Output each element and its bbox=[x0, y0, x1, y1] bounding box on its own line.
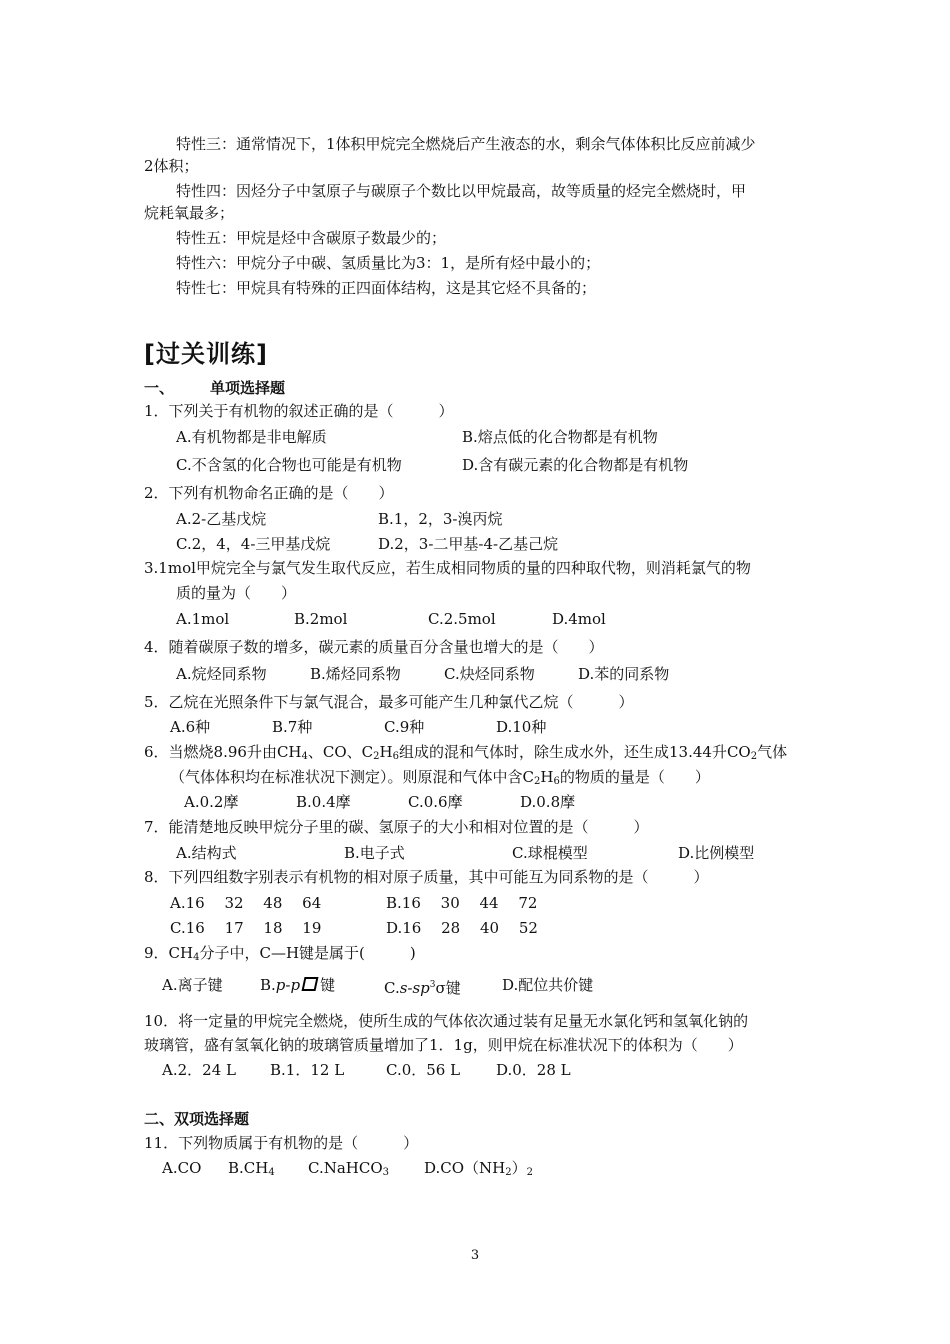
q4-stem: 4．随着碳原子数的增多，碳元素的质量百分含量也增大的是（ ） bbox=[144, 638, 604, 656]
q3-stem-line1: 3.1mol甲烷完全与氯气发生取代反应，若生成相同物质的量的四种取代物，则消耗氯气的物 bbox=[144, 559, 751, 577]
q8-option-a: A.16 32 48 64 bbox=[170, 894, 322, 912]
q1-stem: 1．下列关于有机物的叙述正确的是（ ） bbox=[144, 402, 454, 420]
property-3-line2: 2体积； bbox=[144, 157, 199, 175]
q1-option-c: C.不含氢的化合物也可能是有机物 bbox=[176, 456, 402, 474]
q9-option-c: $C.s-sp^3\sigma$键 bbox=[384, 979, 461, 997]
q9-option-a: A.离子键 bbox=[162, 976, 223, 994]
section2-title: 二、双项选择题 bbox=[144, 1110, 250, 1128]
property-4-line1: 特性四：因烃分子中氢原子与碳原子个数比以甲烷最高，故等质量的烃完全燃烧时，甲 bbox=[176, 182, 747, 200]
q3-option-d: D.4mol bbox=[552, 610, 606, 628]
q5-option-d: D.10种 bbox=[496, 718, 547, 736]
property-3-line1: 特性三：通常情况下，1体积甲烷完全燃烧后产生液态的水，剩余气体体积比反应前减少 bbox=[176, 135, 756, 153]
q7-option-a: A.结构式 bbox=[176, 844, 237, 862]
q3-option-b: B.2mol bbox=[294, 610, 348, 628]
q8-option-d: D.16 28 40 52 bbox=[386, 919, 538, 937]
q6-stem-line1: 6．当燃烧8.96升由$CH_4$、CO、$C_2H_6$组成的混和气体时，除生成水外，还生成13.44升$CO_2$气体 bbox=[144, 743, 788, 762]
q11-option-b: $B.CH_4$ bbox=[228, 1159, 275, 1178]
q4-option-a: A.烷烃同系物 bbox=[176, 665, 267, 683]
q1-option-d: D.含有碳元素的化合物都是有机物 bbox=[462, 456, 689, 474]
property-7: 特性七：甲烷具有特殊的正四面体结构，这是其它烃不具备的； bbox=[176, 279, 597, 297]
q6-option-d: D.0.8摩 bbox=[520, 793, 576, 811]
q11-option-d: $D.CO(NH_2)_2$ bbox=[424, 1159, 534, 1178]
q8-stem: 8．下列四组数字别表示有机物的相对原子质量，其中可能互为同系物的是（ ） bbox=[144, 868, 709, 886]
q5-option-c: C.9种 bbox=[384, 718, 425, 736]
q4-option-c: C.炔烃同系物 bbox=[444, 665, 535, 683]
q9-option-d: D.配位共价键 bbox=[502, 976, 594, 994]
q2-option-c: C.2，4，4-三甲基戊烷 bbox=[176, 535, 331, 553]
q10-option-a: A.2．24 L bbox=[162, 1061, 236, 1079]
q5-stem: 5．乙烷在光照条件下与氯气混合，最多可能产生几种氯代乙烷（ ） bbox=[144, 693, 634, 711]
property-4-line2: 烷耗氧最多； bbox=[144, 204, 235, 222]
q10-stem-line1: 10．将一定量的甲烷完全燃烧，使所生成的气体依次通过装有足量无水氯化钙和氢氧化钠的 bbox=[144, 1012, 749, 1030]
property-6: 特性六：甲烷分子中碳、氢质量比为3：1，是所有烃中最小的； bbox=[176, 254, 601, 272]
q9-option-b: B.p-p 键 bbox=[260, 976, 336, 994]
sigma-box-symbol bbox=[302, 977, 319, 991]
q9-stem: 9．$CH_4$分子中，C—H键是属于( ) bbox=[144, 944, 416, 963]
q8-option-b: B.16 30 44 72 bbox=[386, 894, 538, 912]
property-5: 特性五：甲烷是烃中含碳原子数最少的； bbox=[176, 229, 447, 247]
page-number: 3 bbox=[470, 1248, 480, 1263]
section1-number: 一、 bbox=[144, 379, 175, 397]
q4-option-b: B.烯烃同系物 bbox=[310, 665, 401, 683]
q3-option-c: C.2.5mol bbox=[428, 610, 496, 628]
q2-option-a: A.2-乙基戊烷 bbox=[176, 510, 267, 528]
q10-stem-line2: 玻璃管，盛有氢氧化钠的玻璃管质量增加了1．1g，则甲烷在标准状况下的体积为（ ） bbox=[144, 1036, 743, 1054]
q5-option-b: B.7种 bbox=[272, 718, 313, 736]
q11-option-c: C.NaHCO$_3$ bbox=[308, 1159, 390, 1178]
q2-stem: 2．下列有机物命名正确的是（ ） bbox=[144, 484, 394, 502]
q4-option-d: D.苯的同系物 bbox=[578, 665, 670, 683]
q6-option-a: A.0.2摩 bbox=[184, 793, 239, 811]
q11-option-a: A.CO bbox=[162, 1159, 202, 1177]
q2-option-d: D.2，3-二甲基-4-乙基己烷 bbox=[378, 535, 559, 553]
section1-title: 单项选择题 bbox=[210, 379, 286, 397]
q1-option-b: B.熔点低的化合物都是有机物 bbox=[462, 428, 658, 446]
q6-stem-line2: （气体体积均在标准状况下测定）。则原混和气体中含$C_2H_6$的物质的量是（ ） bbox=[170, 768, 710, 787]
q10-option-d: D.0．28 L bbox=[496, 1061, 571, 1079]
q10-option-b: B.1．12 L bbox=[270, 1061, 345, 1079]
section-heading: [过关训练] bbox=[144, 340, 268, 368]
q3-stem-line2: 质的量为（ ） bbox=[176, 584, 297, 602]
q3-option-a: A.1mol bbox=[176, 610, 230, 628]
q1-option-a: A.有机物都是非电解质 bbox=[176, 428, 327, 446]
q7-option-b: B.电子式 bbox=[344, 844, 405, 862]
q6-option-c: C.0.6摩 bbox=[408, 793, 463, 811]
q2-option-b: B.1，2，3-溴丙烷 bbox=[378, 510, 503, 528]
q6-option-b: B.0.4摩 bbox=[296, 793, 351, 811]
q8-option-c: C.16 17 18 19 bbox=[170, 919, 322, 937]
q11-stem: 11．下列物质属于有机物的是（ ） bbox=[144, 1134, 419, 1152]
q10-option-c: C.0．56 L bbox=[386, 1061, 461, 1079]
q5-option-a: A.6种 bbox=[170, 718, 211, 736]
q7-option-c: C.球棍模型 bbox=[512, 844, 588, 862]
q7-stem: 7．能清楚地反映甲烷分子里的碳、氢原子的大小和相对位置的是（ ） bbox=[144, 818, 649, 836]
q7-option-d: D.比例模型 bbox=[678, 844, 755, 862]
